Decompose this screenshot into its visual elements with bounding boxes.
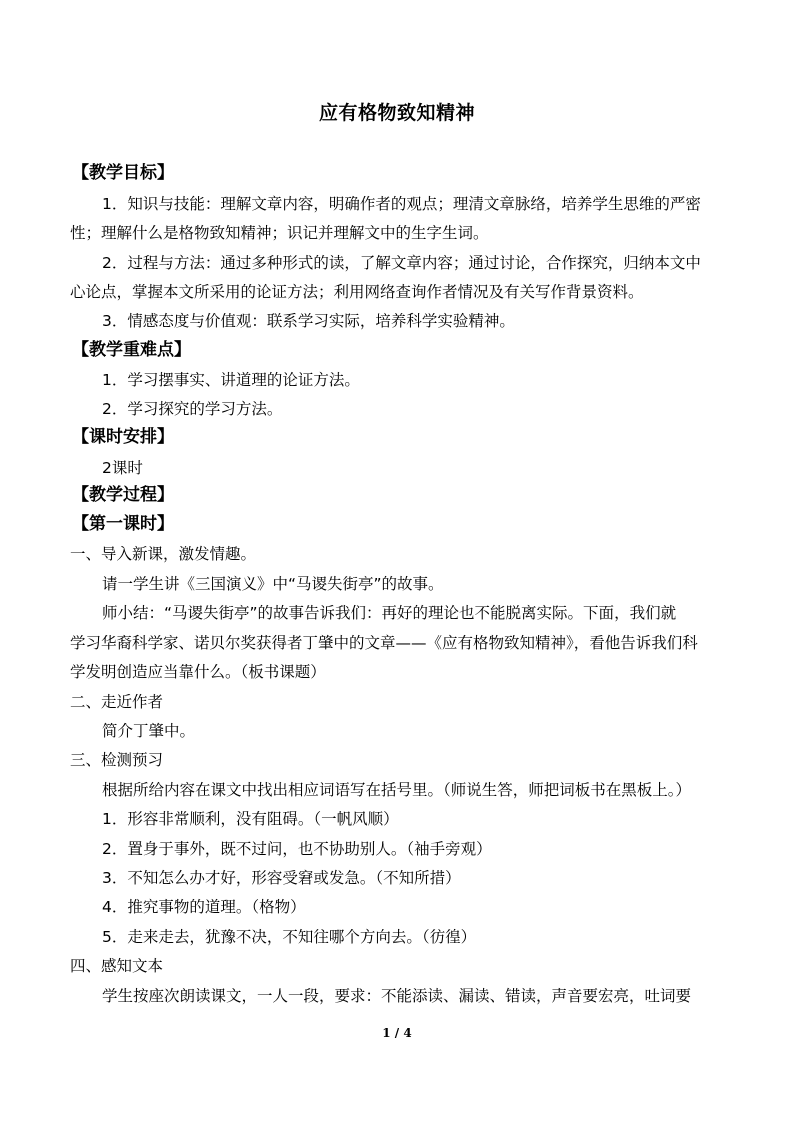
key-point-1: 1．学习摆事实、讲道理的论证方法。: [102, 371, 360, 389]
step-1-heading: 一、导入新课，激发情趣。: [70, 545, 257, 563]
step-3-heading: 三、检测预习: [70, 751, 164, 769]
goal-3: 3．情感态度与价值观：联系学习实际，培养科学实验精神。: [102, 312, 515, 330]
process-heading: 【教学过程】: [72, 485, 174, 505]
schedule-heading: 【课时安排】: [72, 427, 174, 447]
step-1-text: 请一学生讲《三国演义》中“马谡失街亭”的故事。: [102, 575, 444, 593]
page-number: 1 / 4: [382, 1026, 412, 1040]
step-4-heading: 四、感知文本: [70, 957, 164, 975]
schedule-value: 2课时: [102, 459, 143, 477]
summary-line-2: 学习华裔科学家、诺贝尔奖获得者丁肇中的文章——《应有格物致知精神》，看他告诉我们科: [70, 634, 698, 652]
step-3-text: 根据所给内容在课文中找出相应词语写在括号里。（师说生答，师把词板书在黑板上。）: [102, 781, 692, 799]
key-point-2: 2．学习探究的学习方法。: [102, 400, 283, 418]
goals-heading: 【教学目标】: [72, 163, 174, 183]
goal-1-line-1: 1．知识与技能：理解文章内容，明确作者的观点；理清文章脉络，培养学生思维的严密: [102, 195, 701, 213]
question-5: 5．走来走去，犹豫不决，不知往哪个方向去。（彷徨）: [102, 928, 477, 946]
summary-line-3: 学发明创造应当靠什么。（板书课题）: [70, 663, 326, 681]
step-2-text: 简介丁肇中。: [102, 722, 196, 740]
question-3: 3．不知怎么办才好，形容受窘或发急。（不知所措）: [102, 869, 461, 887]
step-4-text: 学生按座次朗读课文，一人一段，要求：不能添读、漏读、错读，声音要宏亮，吐词要: [102, 987, 692, 1005]
lesson-1-heading: 【第一课时】: [72, 514, 174, 534]
key-points-heading: 【教学重难点】: [72, 340, 191, 360]
question-4: 4．推究事物的道理。（格物）: [102, 898, 306, 916]
summary-line-1: 师小结：“马谡失街亭”的故事告诉我们：再好的理论也不能脱离实际。下面，我们就: [102, 604, 677, 622]
goal-1-line-2: 性；理解什么是格物致知精神；识记并理解文中的生字生词。: [70, 224, 489, 242]
page-title: 应有格物致知精神: [318, 102, 475, 124]
question-2: 2．置身于事外，既不过问，也不协助别人。（袖手旁观）: [102, 840, 492, 858]
goal-2-line-2: 心论点，掌握本文所采用的论证方法；利用网络查询作者情况及有关写作背景资料。: [70, 283, 644, 301]
question-1: 1．形容非常顺利，没有阻碍。（一帆风顺）: [102, 810, 399, 828]
step-2-heading: 二、走近作者: [70, 693, 164, 711]
goal-2-line-1: 2．过程与方法：通过多种形式的读，了解文章内容；通过讨论，合作探究，归纳本文中: [102, 254, 701, 272]
